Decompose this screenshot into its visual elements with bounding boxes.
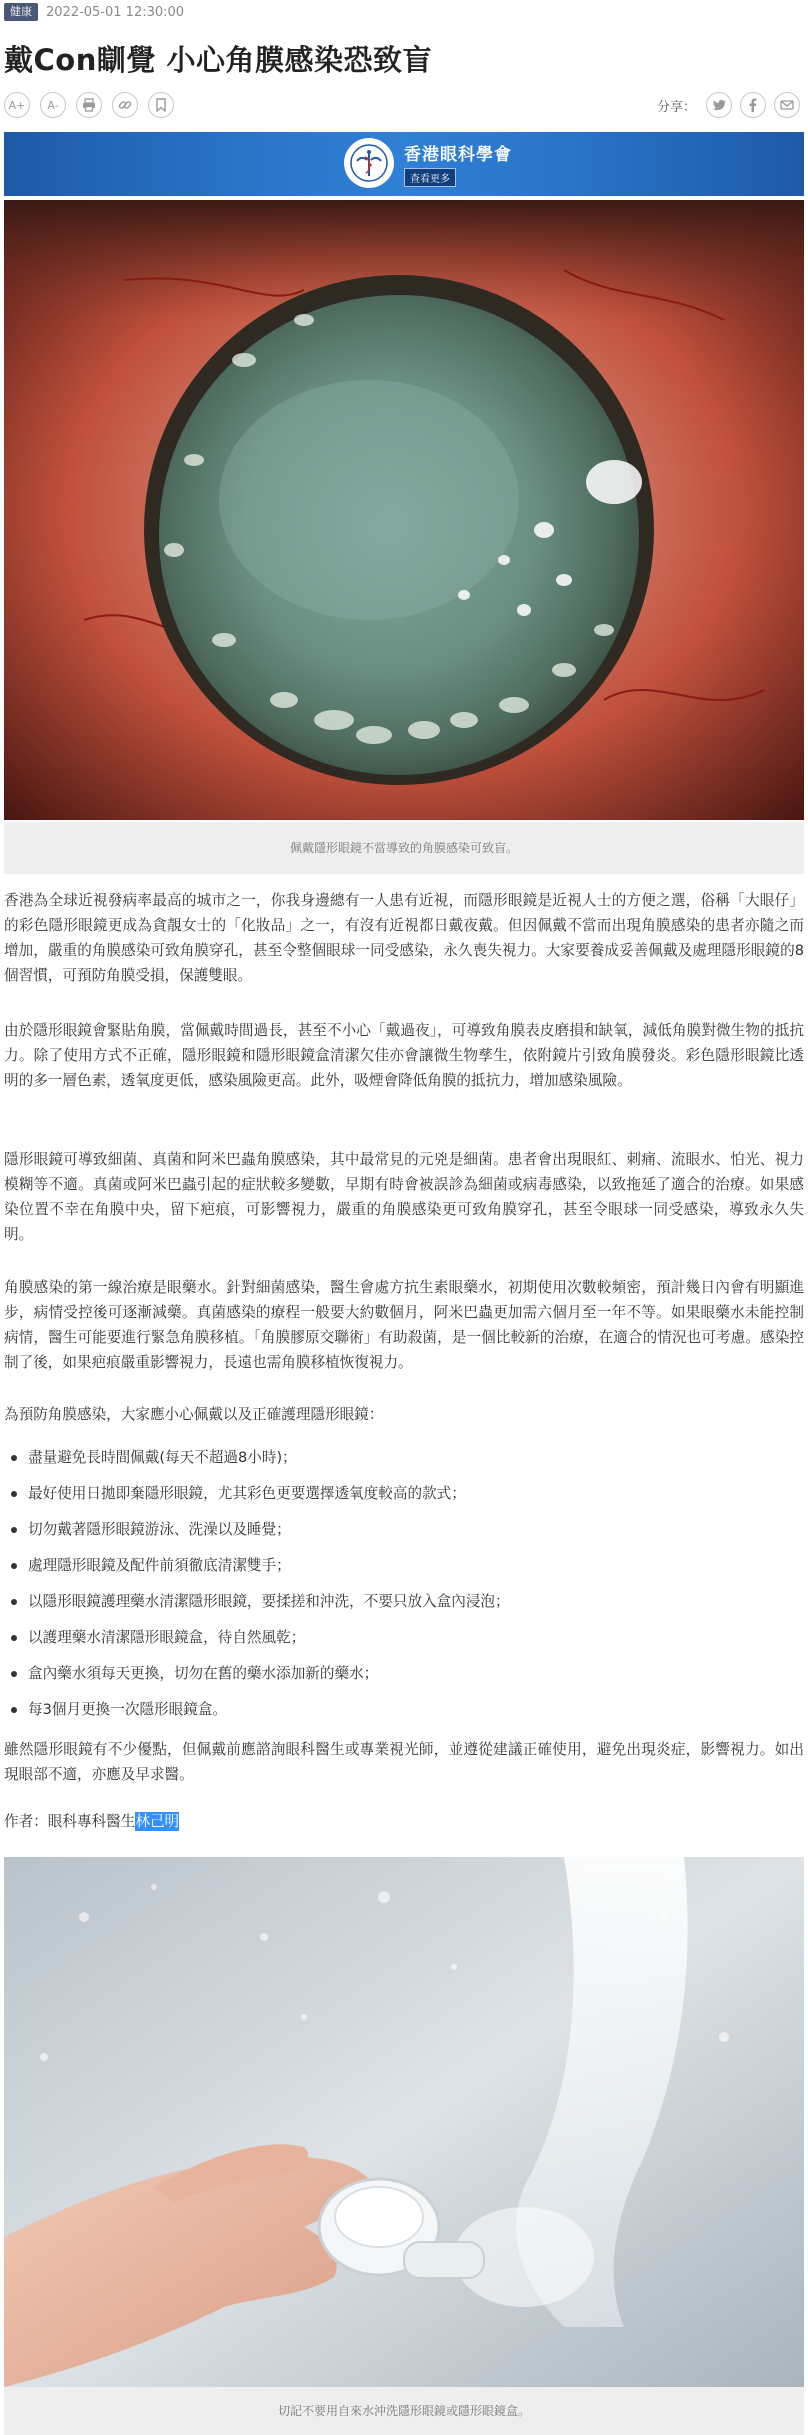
prevention-tips-list — [4, 1440, 804, 1728]
list-item: 盡量避免長時間佩戴(每天不超過8小時)； — [4, 1440, 804, 1476]
link-icon[interactable] — [112, 92, 138, 118]
see-more-button[interactable]: 查看更多 — [404, 168, 456, 187]
infected-eye-photo — [4, 200, 804, 820]
list-item: 以護理藥水清潔隱形眼鏡盒，待自然風乾； — [4, 1620, 804, 1656]
printer-icon[interactable] — [76, 92, 102, 118]
author-line — [4, 1810, 179, 1834]
lens-case-rinse-photo — [4, 1857, 804, 2387]
society-logo-icon — [344, 138, 394, 188]
bookmark-icon[interactable] — [148, 92, 174, 118]
twitter-icon[interactable] — [706, 92, 732, 118]
body-paragraph: 為預防角膜感染，大家應小心佩戴以及正確護理隱形眼鏡： — [4, 1406, 384, 1423]
facebook-icon[interactable] — [740, 92, 766, 118]
author-prefix: 作者：眼科專科醫生 — [4, 1813, 136, 1830]
share-bar — [657, 92, 800, 118]
banner-text — [404, 140, 512, 187]
share-label: 分享： — [656, 99, 696, 115]
body-paragraph: 角膜感染的第一線治療是眼藥水。針對細菌感染，醫生會處方抗生素眼藥水，初期使用次數較頻密，預計幾日內會有明顯進步，病情受控後可逐漸減藥。真菌感染的療程一般要大約數個月，阿米巴蟲更加需六個月至一年不等。如果眼藥水未能控制病情，醫生可能要進行緊急角膜移植。「角膜膠原交聯術」有助殺菌，是一個比較新的治療，在適合的情況也可考慮。感染控制了後，如果疤痕嚴重影響視力，長遠也需角膜移植恢復視力。 — [4, 1279, 804, 1371]
author-name[interactable]: 林己明 — [135, 1813, 180, 1830]
publish-date: 2022-05-01 12:30:00 — [46, 4, 185, 20]
figure1-caption: 佩戴隱形眼鏡不當導致的角膜感染可致盲。 — [4, 822, 804, 874]
font-decrease-button[interactable]: A- — [40, 92, 66, 118]
list-item: 每3個月更換一次隱形眼鏡盒。 — [4, 1692, 804, 1728]
category-badge[interactable]: 健康 — [4, 3, 38, 21]
society-name: 香港眼科學會 — [404, 144, 512, 165]
list-item: 以隱形眼鏡護理藥水清潔隱形眼鏡，要揉搓和沖洗，不要只放入盒內浸泡； — [4, 1584, 804, 1620]
body-paragraph: 香港為全球近視發病率最高的城市之一，你我身邊總有一人患有近視，而隱形眼鏡是近視人士的方便之選，俗稱「大眼仔」的彩色隱形眼鏡更成為貪靚女士的「化妝品」之一，有沒有近視都日戴夜戴。但因佩戴不當而出現角膜感染的患者亦隨之而增加，嚴重的角膜感染可致角膜穿孔，甚至令整個眼球一同受感染，永久喪失視力。大家要養成妥善佩戴及處理隱形眼鏡的8個習慣，可預防角膜受損，保護雙眼。 — [4, 892, 804, 984]
font-increase-button[interactable]: A+ — [4, 92, 30, 118]
article-title: 戴Con瞓覺 小心角膜感染恐致盲 — [4, 43, 432, 77]
figure2-caption: 切記不要用自來水沖洗隱形眼鏡或隱形眼鏡盒。 — [4, 2387, 804, 2435]
body-paragraph: 由於隱形眼鏡會緊貼角膜，當佩戴時間過長，甚至不小心「戴過夜」，可導致角膜表皮磨損和缺氧，減低角膜對微生物的抵抗力。除了使用方式不正確，隱形眼鏡和隱形眼鏡盒清潔欠佳亦會讓微生物孳生，依附鏡片引致角膜發炎。彩色隱形眼鏡比透明的多一層色素，透氧度更低，感染風險更高。此外，吸煙會降低角膜的抵抗力，增加感染風險。 — [4, 1022, 804, 1089]
list-item: 盒內藥水須每天更換，切勿在舊的藥水添加新的藥水； — [4, 1656, 804, 1692]
article-meta — [4, 2, 184, 22]
list-item: 處理隱形眼鏡及配件前須徹底清潔雙手； — [4, 1548, 804, 1584]
body-paragraph: 雖然隱形眼鏡有不少優點，但佩戴前應諮詢眼科醫生或專業視光師，並遵從建議正確使用，避免出現炎症，影響視力。如出現眼部不適，亦應及早求醫。 — [4, 1741, 804, 1783]
body-paragraph: 隱形眼鏡可導致細菌、真菌和阿米巴蟲角膜感染，其中最常見的元兇是細菌。患者會出現眼紅、刺痛、流眼水、怕光、視力模糊等不適。真菌或阿米巴蟲引起的症狀較多變數，早期有時會被誤診為細菌或病毒感染，以致拖延了適合的治療。如果感染位置不幸在角膜中央，留下疤痕，可影響視力，嚴重的角膜感染更可致角膜穿孔，甚至令眼球一同受感染，導致永久失明。 — [4, 1151, 804, 1243]
banner-content — [344, 138, 512, 188]
sponsor-banner[interactable] — [4, 132, 804, 196]
article-toolbar — [4, 92, 174, 118]
list-item: 切勿戴著隱形眼鏡游泳、洗澡以及睡覺； — [4, 1512, 804, 1548]
mail-icon[interactable] — [774, 92, 800, 118]
list-item: 最好使用日拋即棄隱形眼鏡，尤其彩色更要選擇透氧度較高的款式； — [4, 1476, 804, 1512]
